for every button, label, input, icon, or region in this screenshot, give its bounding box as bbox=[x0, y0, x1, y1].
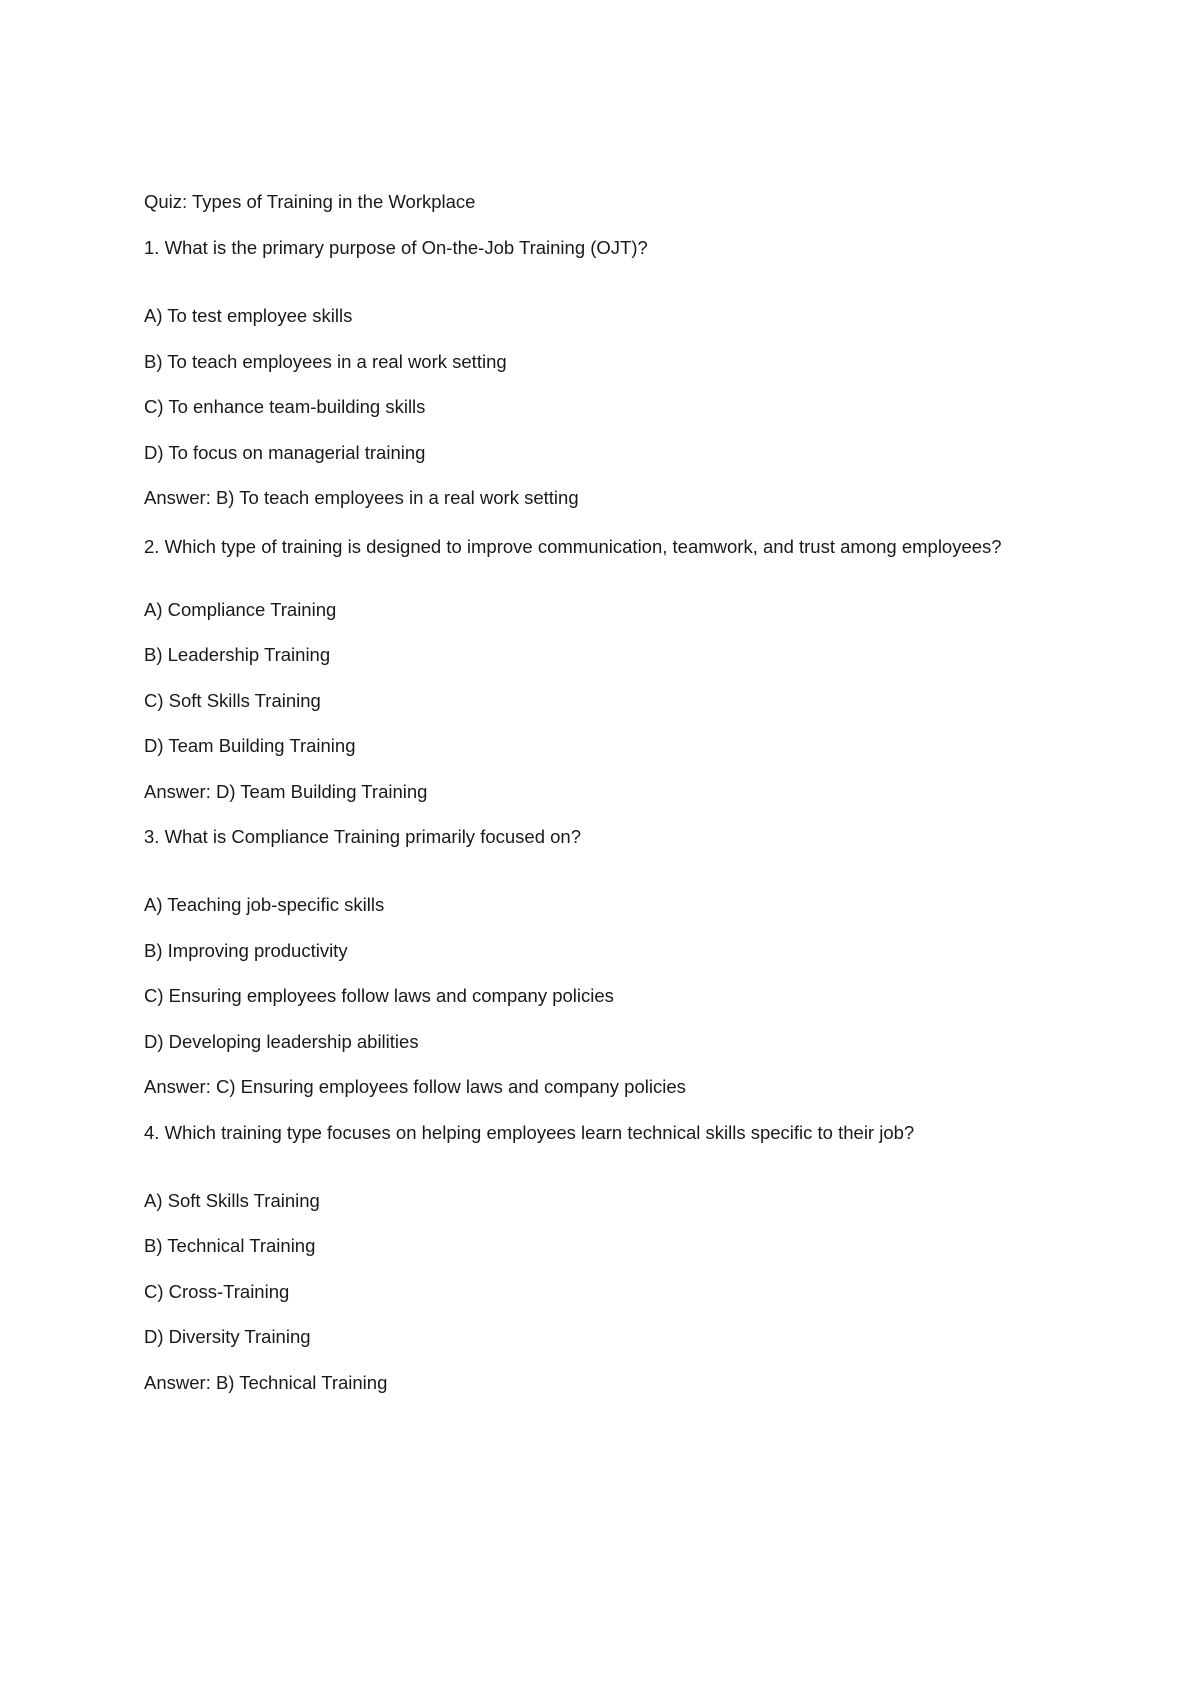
question-block-4 bbox=[144, 1121, 1024, 1395]
option-a: A) To test employee skills bbox=[144, 305, 353, 326]
question-text: 1. What is the primary purpose of On-the-Job Training (OJT)? bbox=[144, 237, 648, 258]
option-b: B) To teach employees in a real work setting bbox=[144, 350, 507, 372]
answer-text: Answer: D) Team Building Training bbox=[144, 780, 428, 802]
question-text: 2. Which type of training is designed to improve communication, teamwork, and trust among employees? bbox=[144, 535, 1002, 557]
option-d: D) Developing leadership abilities bbox=[144, 1030, 419, 1052]
question-block-3 bbox=[144, 825, 1024, 1099]
option-d: D) Team Building Training bbox=[144, 735, 356, 756]
question-block-1 bbox=[144, 236, 1024, 510]
answer-text: Answer: C) Ensuring employees follow laws and company policies bbox=[144, 1076, 686, 1097]
document-title: Quiz: Types of Training in the Workplace bbox=[144, 191, 476, 212]
option-d: D) Diversity Training bbox=[144, 1326, 311, 1347]
document-page bbox=[144, 190, 1024, 1416]
option-a: A) Compliance Training bbox=[144, 598, 337, 620]
question-block-2 bbox=[144, 532, 1024, 804]
option-c: C) Soft Skills Training bbox=[144, 689, 321, 711]
option-b: B) Improving productivity bbox=[144, 939, 348, 961]
question-text: 3. What is Compliance Training primarily focused on? bbox=[144, 826, 581, 847]
option-c: C) To enhance team-building skills bbox=[144, 396, 426, 417]
option-a: A) Soft Skills Training bbox=[144, 1189, 320, 1211]
option-c: C) Cross-Training bbox=[144, 1280, 290, 1302]
answer-text: Answer: B) To teach employees in a real work setting bbox=[144, 487, 579, 508]
option-b: B) Leadership Training bbox=[144, 644, 331, 665]
option-b: B) Technical Training bbox=[144, 1235, 316, 1256]
question-text: 4. Which training type focuses on helping employees learn technical skills specific to their job? bbox=[144, 1121, 915, 1143]
option-d: D) To focus on managerial training bbox=[144, 441, 426, 463]
answer-text: Answer: B) Technical Training bbox=[144, 1371, 388, 1393]
option-a: A) Teaching job-specific skills bbox=[144, 894, 385, 915]
option-c: C) Ensuring employees follow laws and company policies bbox=[144, 985, 614, 1006]
